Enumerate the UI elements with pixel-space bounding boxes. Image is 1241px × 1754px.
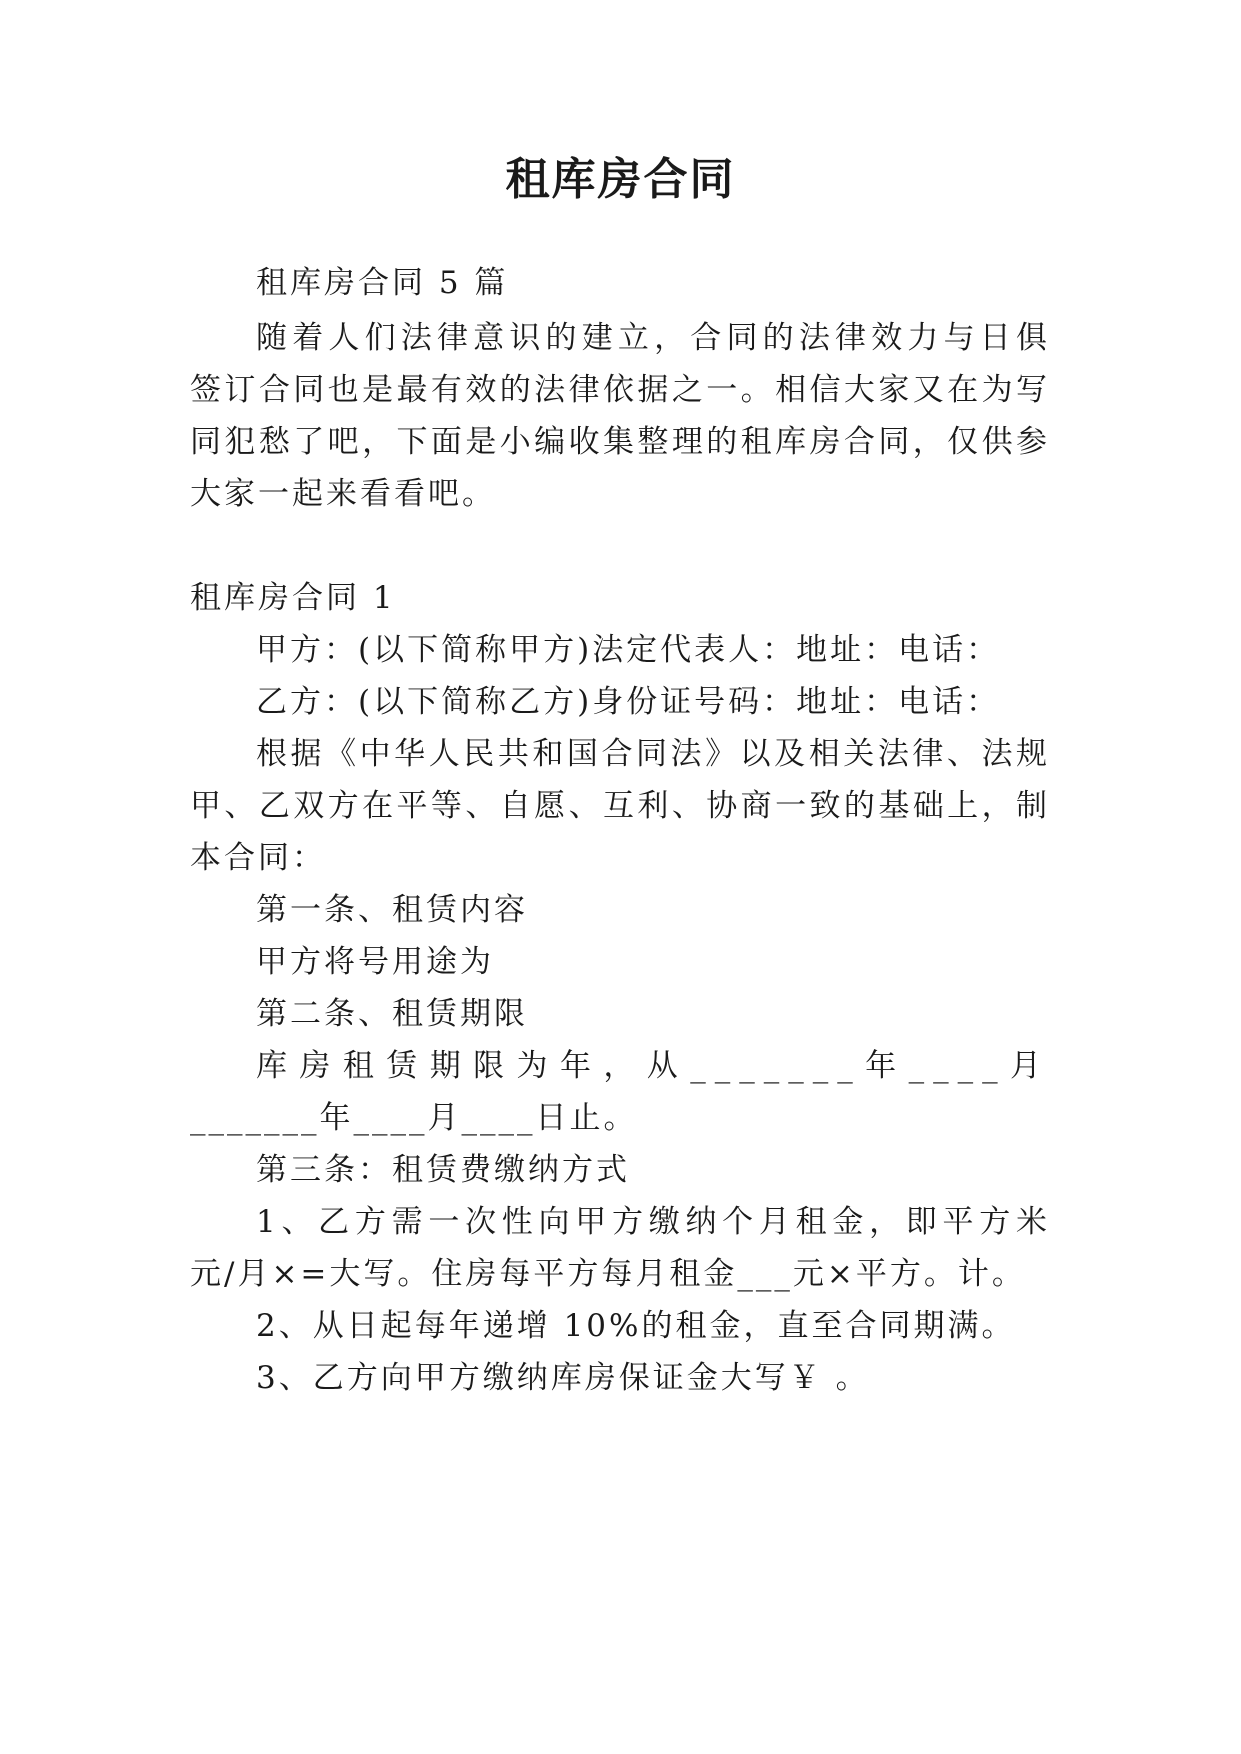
- article-3-item-3: 3、乙方向甲方缴纳库房保证金大写￥ 。: [256, 1360, 870, 1396]
- section-heading: 租库房合同 1: [190, 580, 396, 616]
- article-1-body: 甲方将号用途为: [256, 944, 494, 980]
- party-a-line: 甲方：(以下简称甲方)法定代表人：地址：电话：: [256, 632, 1001, 668]
- article-1-heading: 第一条、租赁内容: [256, 892, 528, 928]
- article-3-heading: 第三条：租赁费缴纳方式: [256, 1152, 630, 1188]
- article-3-item-1-line-1: 1、乙方需一次性向甲方缴纳个月租金，即平方米: [256, 1204, 1050, 1240]
- party-b-line: 乙方：(以下简称乙方)身份证号码：地址：电话：: [256, 684, 1001, 720]
- article-3-item-1-line-2: 元/月×=大写。住房每平方每月租金___元×平方。计。: [190, 1256, 1026, 1292]
- intro-line-3: 同犯愁了吧，下面是小编收集整理的租库房合同，仅供参: [190, 424, 1050, 460]
- basis-line-3: 本合同：: [190, 840, 326, 876]
- intro-line-1: 随着人们法律意识的建立，合同的法律效力与日俱: [256, 320, 1050, 356]
- article-2-body-line-1: 库房租赁期限为年，从_______年____月: [256, 1048, 1050, 1084]
- basis-line-2: 甲、乙双方在平等、自愿、互利、协商一致的基础上，制: [190, 788, 1050, 824]
- document-title: 租库房合同: [505, 154, 736, 205]
- basis-line-1: 根据《中华人民共和国合同法》以及相关法律、法规: [256, 736, 1050, 772]
- intro-line-2: 签订合同也是最有效的法律依据之一。相信大家又在为写: [190, 372, 1050, 408]
- article-2-heading: 第二条、租赁期限: [256, 996, 528, 1032]
- subtitle-line: 租库房合同 5 篇: [256, 265, 509, 301]
- article-3-item-2: 2、从日起每年递增 10%的租金，直至合同期满。: [256, 1308, 1016, 1344]
- article-2-body-line-2: _______年____月____日止。: [190, 1100, 638, 1136]
- intro-line-4: 大家一起来看看吧。: [190, 476, 496, 512]
